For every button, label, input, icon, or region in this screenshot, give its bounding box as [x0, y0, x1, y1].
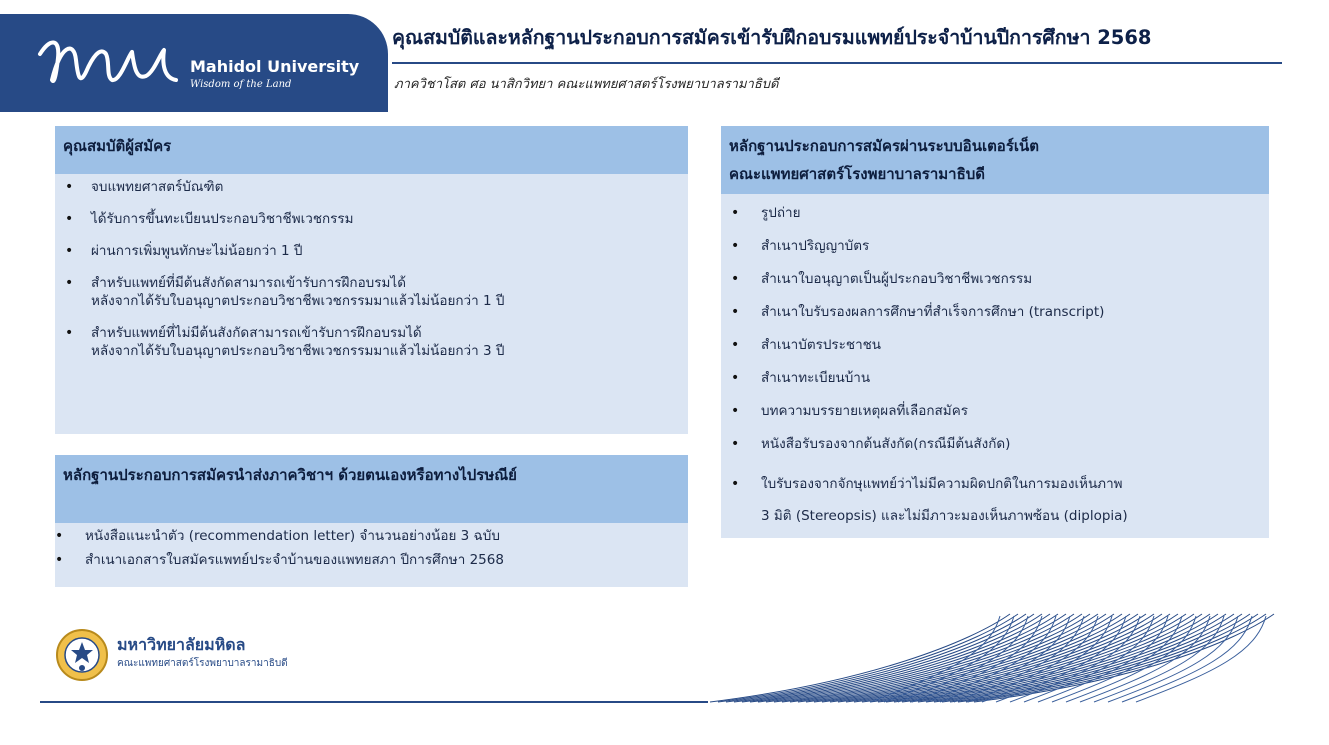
- list-item: • หนังสือรับรองจากต้นสังกัด(กรณีมีต้นสังกัด): [731, 436, 1011, 452]
- list-item: • สำเนาทะเบียนบ้าน: [731, 370, 871, 386]
- university-seal-icon: [55, 628, 109, 682]
- bullet-icon: •: [55, 552, 64, 568]
- qualifications-list: [55, 174, 688, 360]
- footer-faculty-name: คณะแพทยศาสตร์โรงพยาบาลรามาธิบดี: [117, 658, 288, 669]
- page-title: คุณสมบัติและหลักฐานประกอบการสมัครเข้ารับฝึกอบรมแพทย์ประจำบ้านปีการศึกษา 2568: [392, 26, 1152, 49]
- online-heading-line1: หลักฐานประกอบการสมัครผ่านระบบอินเตอร์เน็ต: [729, 137, 1039, 155]
- mahidol-logo-icon: [36, 36, 186, 88]
- list-item: • รูปถ่าย: [731, 205, 801, 221]
- bullet-icon: •: [65, 211, 74, 227]
- qualifications-heading: คุณสมบัติผู้สมัคร: [55, 126, 688, 174]
- logo-university-name: Mahidol University: [190, 57, 360, 76]
- list-item: • บทความบรรยายเหตุผลที่เลือกสมัคร: [731, 403, 968, 419]
- bullet-icon: •: [731, 436, 740, 452]
- list-item: • สำหรับแพทย์ที่มีต้นสังกัดสามารถเข้ารับการฝึกอบรมได้ หลังจากได้รับใบอนุญาตประกอบวิชาชีพเวชกรรมมาแล้วไม่น้อยกว่า 1 ปี: [65, 275, 505, 309]
- list-item: • สำหรับแพทย์ที่ไม่มีต้นสังกัดสามารถเข้ารับการฝึกอบรมได้ หลังจากได้รับใบอนุญาตประกอบวิชาชีพเวชกรรมมาแล้วไม่น้อยกว่า 3 ปี: [65, 325, 505, 359]
- bullet-icon: •: [731, 370, 740, 386]
- list-item: • สำเนาเอกสารใบสมัครแพทย์ประจำบ้านของแพทยสภา ปีการศึกษา 2568: [55, 552, 504, 568]
- bullet-icon: •: [731, 238, 740, 254]
- bullet-icon: •: [731, 304, 740, 320]
- mail-documents-list: [55, 523, 688, 569]
- list-item: • สำเนาบัตรประชาชน: [731, 337, 882, 353]
- mail-documents-heading: หลักฐานประกอบการสมัครนำส่งภาควิชาฯ ด้วยตนเองหรือทางไปรษณีย์: [55, 455, 688, 523]
- bullet-icon: •: [731, 337, 740, 353]
- qualifications-panel: [55, 126, 688, 434]
- header-banner: [0, 14, 388, 112]
- list-item: • ใบรับรองจากจักษุแพทย์ว่าไม่มีความผิดปกติในการมองเห็นภาพ 3 มิติ (Stereopsis) และไม่มีภาวะมองเห็นภาพซ้อน (diplopia): [731, 468, 1269, 532]
- list-item: • สำเนาปริญญาบัตร: [731, 238, 870, 254]
- bullet-icon: •: [731, 271, 740, 287]
- bullet-icon: •: [65, 275, 74, 291]
- decorative-wave-lines: [700, 612, 1290, 707]
- bullet-icon: •: [55, 528, 64, 544]
- list-item: • สำเนาใบรับรองผลการศึกษาที่สำเร็จการศึกษา (transcript): [731, 304, 1105, 320]
- page-subtitle: ภาควิชาโสต ศอ นาสิกวิทยา คณะแพทยศาสตร์โรงพยาบาลรามาธิบดี: [394, 77, 779, 92]
- bullet-icon: •: [731, 476, 740, 492]
- list-item: • ผ่านการเพิ่มพูนทักษะไม่น้อยกว่า 1 ปี: [65, 243, 303, 259]
- list-item: • จบแพทยศาสตร์บัณฑิต: [65, 179, 224, 195]
- footer-divider: [40, 701, 708, 703]
- footer-university-name: มหาวิทยาลัยมหิดล: [117, 635, 246, 654]
- bullet-icon: •: [65, 179, 74, 195]
- bullet-icon: •: [65, 325, 74, 341]
- bullet-icon: •: [731, 403, 740, 419]
- mail-documents-panel: [55, 455, 688, 587]
- bullet-icon: •: [65, 243, 74, 259]
- title-divider: [392, 62, 1282, 64]
- list-item: • ได้รับการขึ้นทะเบียนประกอบวิชาชีพเวชกรรม: [65, 211, 354, 227]
- list-item: • สำเนาใบอนุญาตเป็นผู้ประกอบวิชาชีพเวชกรรม: [731, 271, 1033, 287]
- list-item: • หนังสือแนะนำตัว (recommendation letter) จำนวนอย่างน้อย 3 ฉบับ: [55, 528, 500, 544]
- online-documents-panel: [721, 126, 1269, 538]
- online-documents-list: [721, 194, 1269, 532]
- online-documents-heading: [721, 126, 1269, 194]
- logo-tagline: Wisdom of the Land: [190, 79, 292, 90]
- online-heading-line2: คณะแพทยศาสตร์โรงพยาบาลรามาธิบดี: [729, 165, 986, 183]
- bullet-icon: •: [731, 205, 740, 221]
